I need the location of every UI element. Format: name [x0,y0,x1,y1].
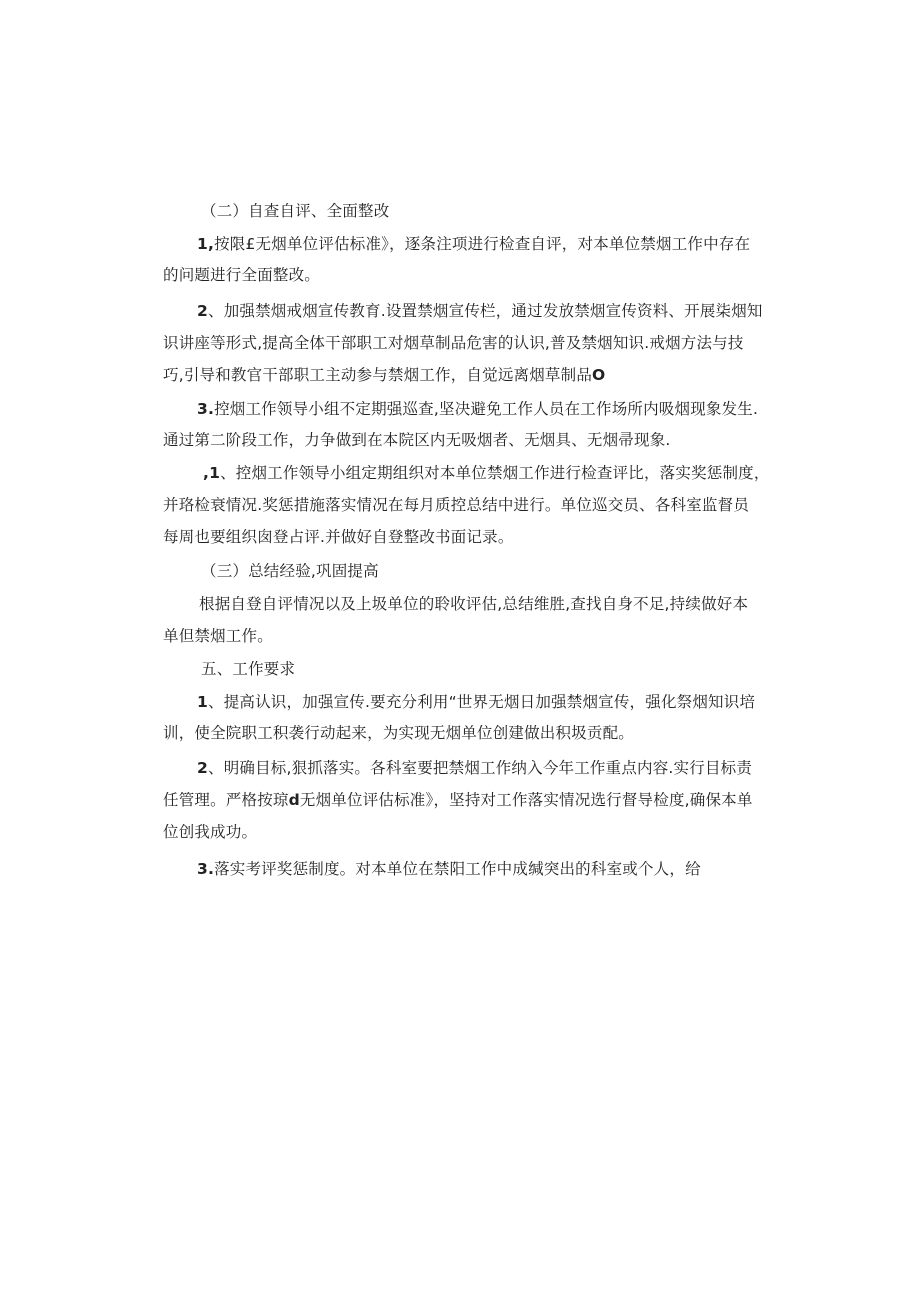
paragraph-item-1: 1,按限£无烟单位评估标准》，逐条注项进行检查自评，对本单位禁烟工作中存在 [197,235,751,253]
item-number: 2 [197,759,208,777]
paragraph-req-1: 1、提高认识，加强宣传.要充分利用“世界无烟日加强禁烟宣传，强化祭烟知识培 [197,693,756,711]
paragraph-line: 并珞检衰情况.奖惩措施落实情况在每月质控总结中进行。单位巡交员、各科室监督员 [163,496,750,514]
paragraph-line: 识讲座等形式,提高全体干部职工对烟草制品危害的认识,普及禁烟知识.戒烟方法与技 [163,334,744,352]
paragraph-line: 位创我成功。 [163,823,258,841]
paragraph-line: 巧,引导和教官干部职工主动参与禁烟工作，自觉远离烟草制品O [163,366,606,384]
paragraph-line: 的问题进行全面整改。 [163,266,321,284]
item-number: 1 [197,693,208,711]
paragraph-line: 训，使全院职工积袭行动起来，为实现无烟单位创建做出积圾贡配。 [163,724,635,742]
item-number: ,1 [203,464,221,482]
item-number: 1, [197,235,215,253]
section-heading-summary: （三）总结经验,巩固提高 [201,562,379,580]
paragraph-line: 每周也要组织囱登占评.并做好自登整改书面记录。 [163,528,514,546]
section-heading-requirements: 五、工作要求 [201,660,296,678]
item-number: 3. [197,860,215,878]
paragraph-line: 单但禁烟工作。 [163,627,273,645]
paragraph-req-3: 3.落实考评奖惩制度。对本单位在禁阳工作中成缄突出的科室或个人，给 [197,860,701,878]
paragraph-item-3: 3.控烟工作领导小组不定期强巡查,坚决避免工作人员在工作场所内吸烟现象发生. [197,400,759,418]
paragraph-req-2: 2、明确目标,狠抓落实。各科室要把禁烟工作纳入今年工作重点内容.实行目标责 [197,759,753,777]
paragraph-line: 任管理。严格按琼d无烟单位评估标准》，坚持对工作落实情况选行督导检度,确保本单 [163,791,753,809]
paragraph-item-4: ,1、控烟工作领导小组定期组织对本单位禁烟工作进行检查评比，落实奖惩制度， [203,464,770,482]
item-number: 3. [197,400,215,418]
paragraph-item-2: 2、加强禁烟戒烟宣传教育.设置禁烟宣传栏，通过发放禁烟宣传资料、开展柒烟知 [197,302,763,320]
section-heading-self-inspection: （二）自查自评、全面整改 [201,202,390,220]
item-number: 2 [197,302,208,320]
paragraph-line: 通过第二阶段工作，力争做到在本院区内无吸烟者、无烟具、无烟帚现象. [163,431,671,449]
paragraph-summary: 根据自登自评情况以及上圾单位的聆收评估,总结维胜,查找自身不足,持续做好本 [199,595,749,613]
